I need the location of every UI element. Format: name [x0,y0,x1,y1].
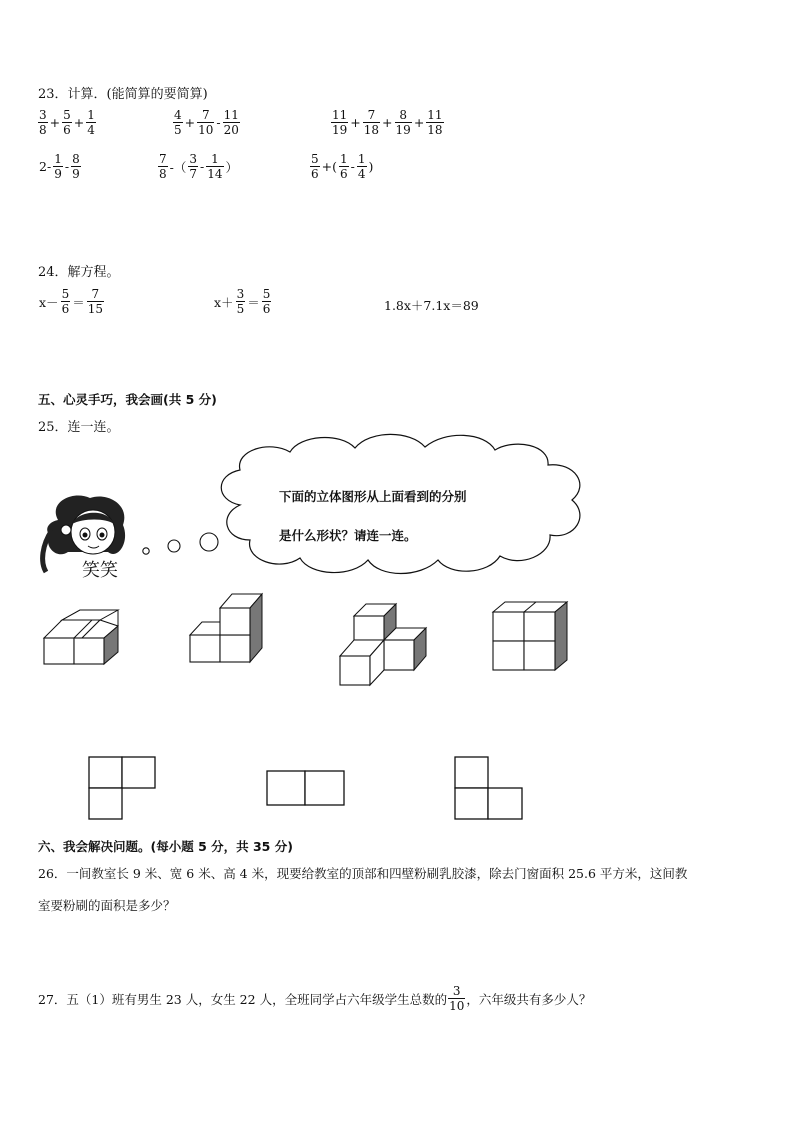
section5-title: 五、心灵手巧，我会画(共 5 分) [38,392,217,407]
girl-caption: 笑笑 [82,560,118,581]
q26-line1: 26．一间教室长 9 米、宽 6 米、高 4 米，现要给教室的顶部和四壁粉刷乳胶漆，除去门窗面积 25.6 平方米，这间教 [38,866,688,881]
q25-title: 25．连一连。 [38,420,120,435]
q26-line2: 室要粉刷的面积是多少？ [38,898,176,913]
q27-text [38,984,591,1013]
q23-expr-5: $\frac{7}{8}$ -（ $\frac{3}{7}$ - $\frac{1}{14}$ ） [159,152,239,181]
q27-text-after: ，六年级共有多少人？ [466,991,592,1007]
q23-expr-2: $\frac{4}{5}$ + $\frac{7}{10}$ - $\frac{11}{20}$ [174,108,239,137]
q23-expr-4: 2- $\frac{1}{9}$ - $\frac{8}{9}$ [39,152,80,181]
cloud-text-line1: 下面的立体图形从上面看到的分别 [279,489,467,504]
solid-figure-2 [190,594,262,662]
q24-equation-2: x＋ $\frac{3}{5}$ ＝ $\frac{5}{6}$ [214,287,271,316]
q24-equation-3: 1.8x＋7.1x＝89 [384,298,479,313]
top-view-shape-3 [455,757,522,819]
cloud-text-line2: 是什么形状？请连一连。 [279,528,417,543]
q27-fraction: $\frac{3}{10}$ [449,984,465,1013]
solid-figure-4 [493,602,567,670]
q23-expr-1: $\frac{3}{8}$ + $\frac{5}{6}$ + $\frac{1}{4}$ [39,108,95,137]
top-view-shape-2 [267,771,344,805]
q23-expr-3: $\frac{11}{19}$ + $\frac{7}{18}$ + $\frac{8}{19}$ + $\frac{11}{18}$ [332,108,443,137]
solid-figure-1 [44,610,118,664]
solid-figure-3 [340,604,426,685]
q23-title: 23．计算．(能简算的要简算) [38,87,208,102]
top-view-shape-1 [89,757,155,819]
q23-expr-6: $\frac{5}{6}$ +( $\frac{1}{6}$ - $\frac{1}{4}$ ) [311,152,374,181]
section6-title: 六、我会解决问题。(每小题 5 分，共 35 分) [38,839,293,854]
q24-equation-1: x－ $\frac{5}{6}$ ＝ $\frac{7}{15}$ [39,287,103,316]
q24-title: 24．解方程。 [38,265,120,280]
q27-text-before: 27．五（1）班有男生 23 人，女生 22 人，全班同学占六年级学生总数的 [38,991,448,1007]
